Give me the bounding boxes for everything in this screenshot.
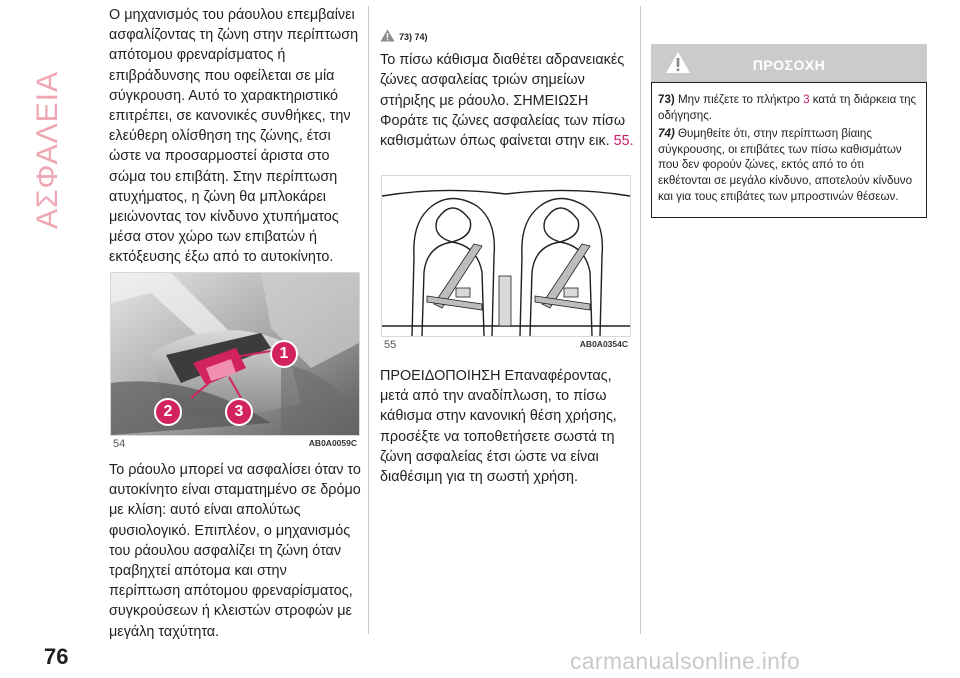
- figure-code: AB0A0059C: [308, 438, 357, 448]
- callout-2: 2: [154, 398, 182, 426]
- body-paragraph: ΠΡΟΕΙΔΟΠΟΙΗΣΗ Επαναφέροντας, μετά από την αναδίπλωση, το πίσω κάθισμα στην κανονική θέση χρήσης, προσέξτε να τοποθετήσετε σωστά τη ζώνη ασφαλείας έτσι ώστε να είναι διαθέσιμη για τη σωστή χρήση.: [380, 368, 617, 486]
- callout-3: 3: [225, 398, 253, 426]
- caution-header: [651, 44, 927, 82]
- caution-item: 74) Θυμηθείτε ότι, στην περίπτωση βίαιης σύγκρουσης, οι επιβάτες των πίσω καθισμάτων που δεν φορούν ζώνες, εκτός από το ότι εκθέτονται σε μεγάλο κίνδυνο, αποτελούν κίνδυνο και για τους επιβάτες των μπροστινών θέσεων.: [658, 127, 913, 203]
- column-1: [109, 5, 361, 270]
- column-1-lower: [109, 460, 361, 642]
- figure-55: [381, 175, 631, 351]
- caution-title: ΠΡΟΣΟΧΗ: [752, 57, 826, 73]
- callout-1: 1: [270, 340, 298, 368]
- figure-number: 54: [113, 438, 126, 450]
- caution-box: [651, 44, 927, 218]
- button-ref: 3: [803, 93, 810, 106]
- section-title: ΑΣΦΑΛΕΙΑ: [31, 70, 64, 230]
- watermark: carmanualsonline.info: [570, 648, 801, 674]
- figure-number: 55: [384, 339, 397, 351]
- column-divider: [640, 6, 641, 634]
- warning-refs: 73) 74): [399, 32, 428, 42]
- caution-item: 73) Μην πιέζετε το πλήκτρο 3 κατά τη διάρκεια της οδήγησης.: [658, 93, 917, 122]
- caution-body: [651, 82, 927, 218]
- figure-code: AB0A0354C: [579, 339, 628, 349]
- body-paragraph: Το ράουλο μπορεί να ασφαλίσει όταν το αυτοκίνητο είναι σταματημένο σε δρόμο με κλίση: αυτό είναι απολύτως φυσιολογικό. Επιπλέον, ο μηχανισμός του ράουλου ασφαλίζει τη ζώνη όταν τραβηχτεί απότομα και στην περίπτωση απότομου φρεναρίσματος, συγκρούσεων ή κλειστών στροφών με μεγάλη ταχύτητα.: [109, 462, 361, 640]
- rear-seat-belts-illustration: [382, 176, 630, 336]
- warning-triangle-icon: [380, 28, 395, 48]
- warning-reference: [380, 26, 635, 48]
- figure-ref[interactable]: 55.: [613, 133, 634, 150]
- column-2: [380, 26, 635, 151]
- column-divider: [368, 6, 369, 634]
- body-paragraph: Ο μηχανισμός του ράουλου επεμβαίνει ασφαλίζοντας τη ζώνη στην περίπτωση απότομου φρεναρίσματος ή επιβράδυνσης που οφείλεται σε μία σύγκρουση. Αυτό το χαρακτηριστικό επιτρέπει, σε κανονικές συνθήκες, την ελεύθερη ολίσθηση της ζώνης, έτσι ώστε να προσαρμοστεί άριστα στο σώμα του επιβάτη. Στην περίπτωση ατυχήματος, η ζώνη θα μπλοκάρει μειώνοντας τον κίνδυνο χτυπήματος μέσα στον χώρο των επιβατών ή εκτόξευσης έξω από το αυτοκίνητο.: [109, 7, 359, 266]
- body-paragraph: Το πίσω κάθισμα διαθέτει αδρανειακές ζώνες ασφαλείας τριών σημείων στήριξης με ράουλο. ΣΗΜΕΙΩΣΗ Φοράτε τις ζώνες ασφαλείας των πίσω καθισμάτων όπως φαίνεται στην εικ. 55.: [380, 52, 634, 150]
- column-2-lower: [380, 366, 635, 487]
- page-number: 76: [44, 644, 69, 669]
